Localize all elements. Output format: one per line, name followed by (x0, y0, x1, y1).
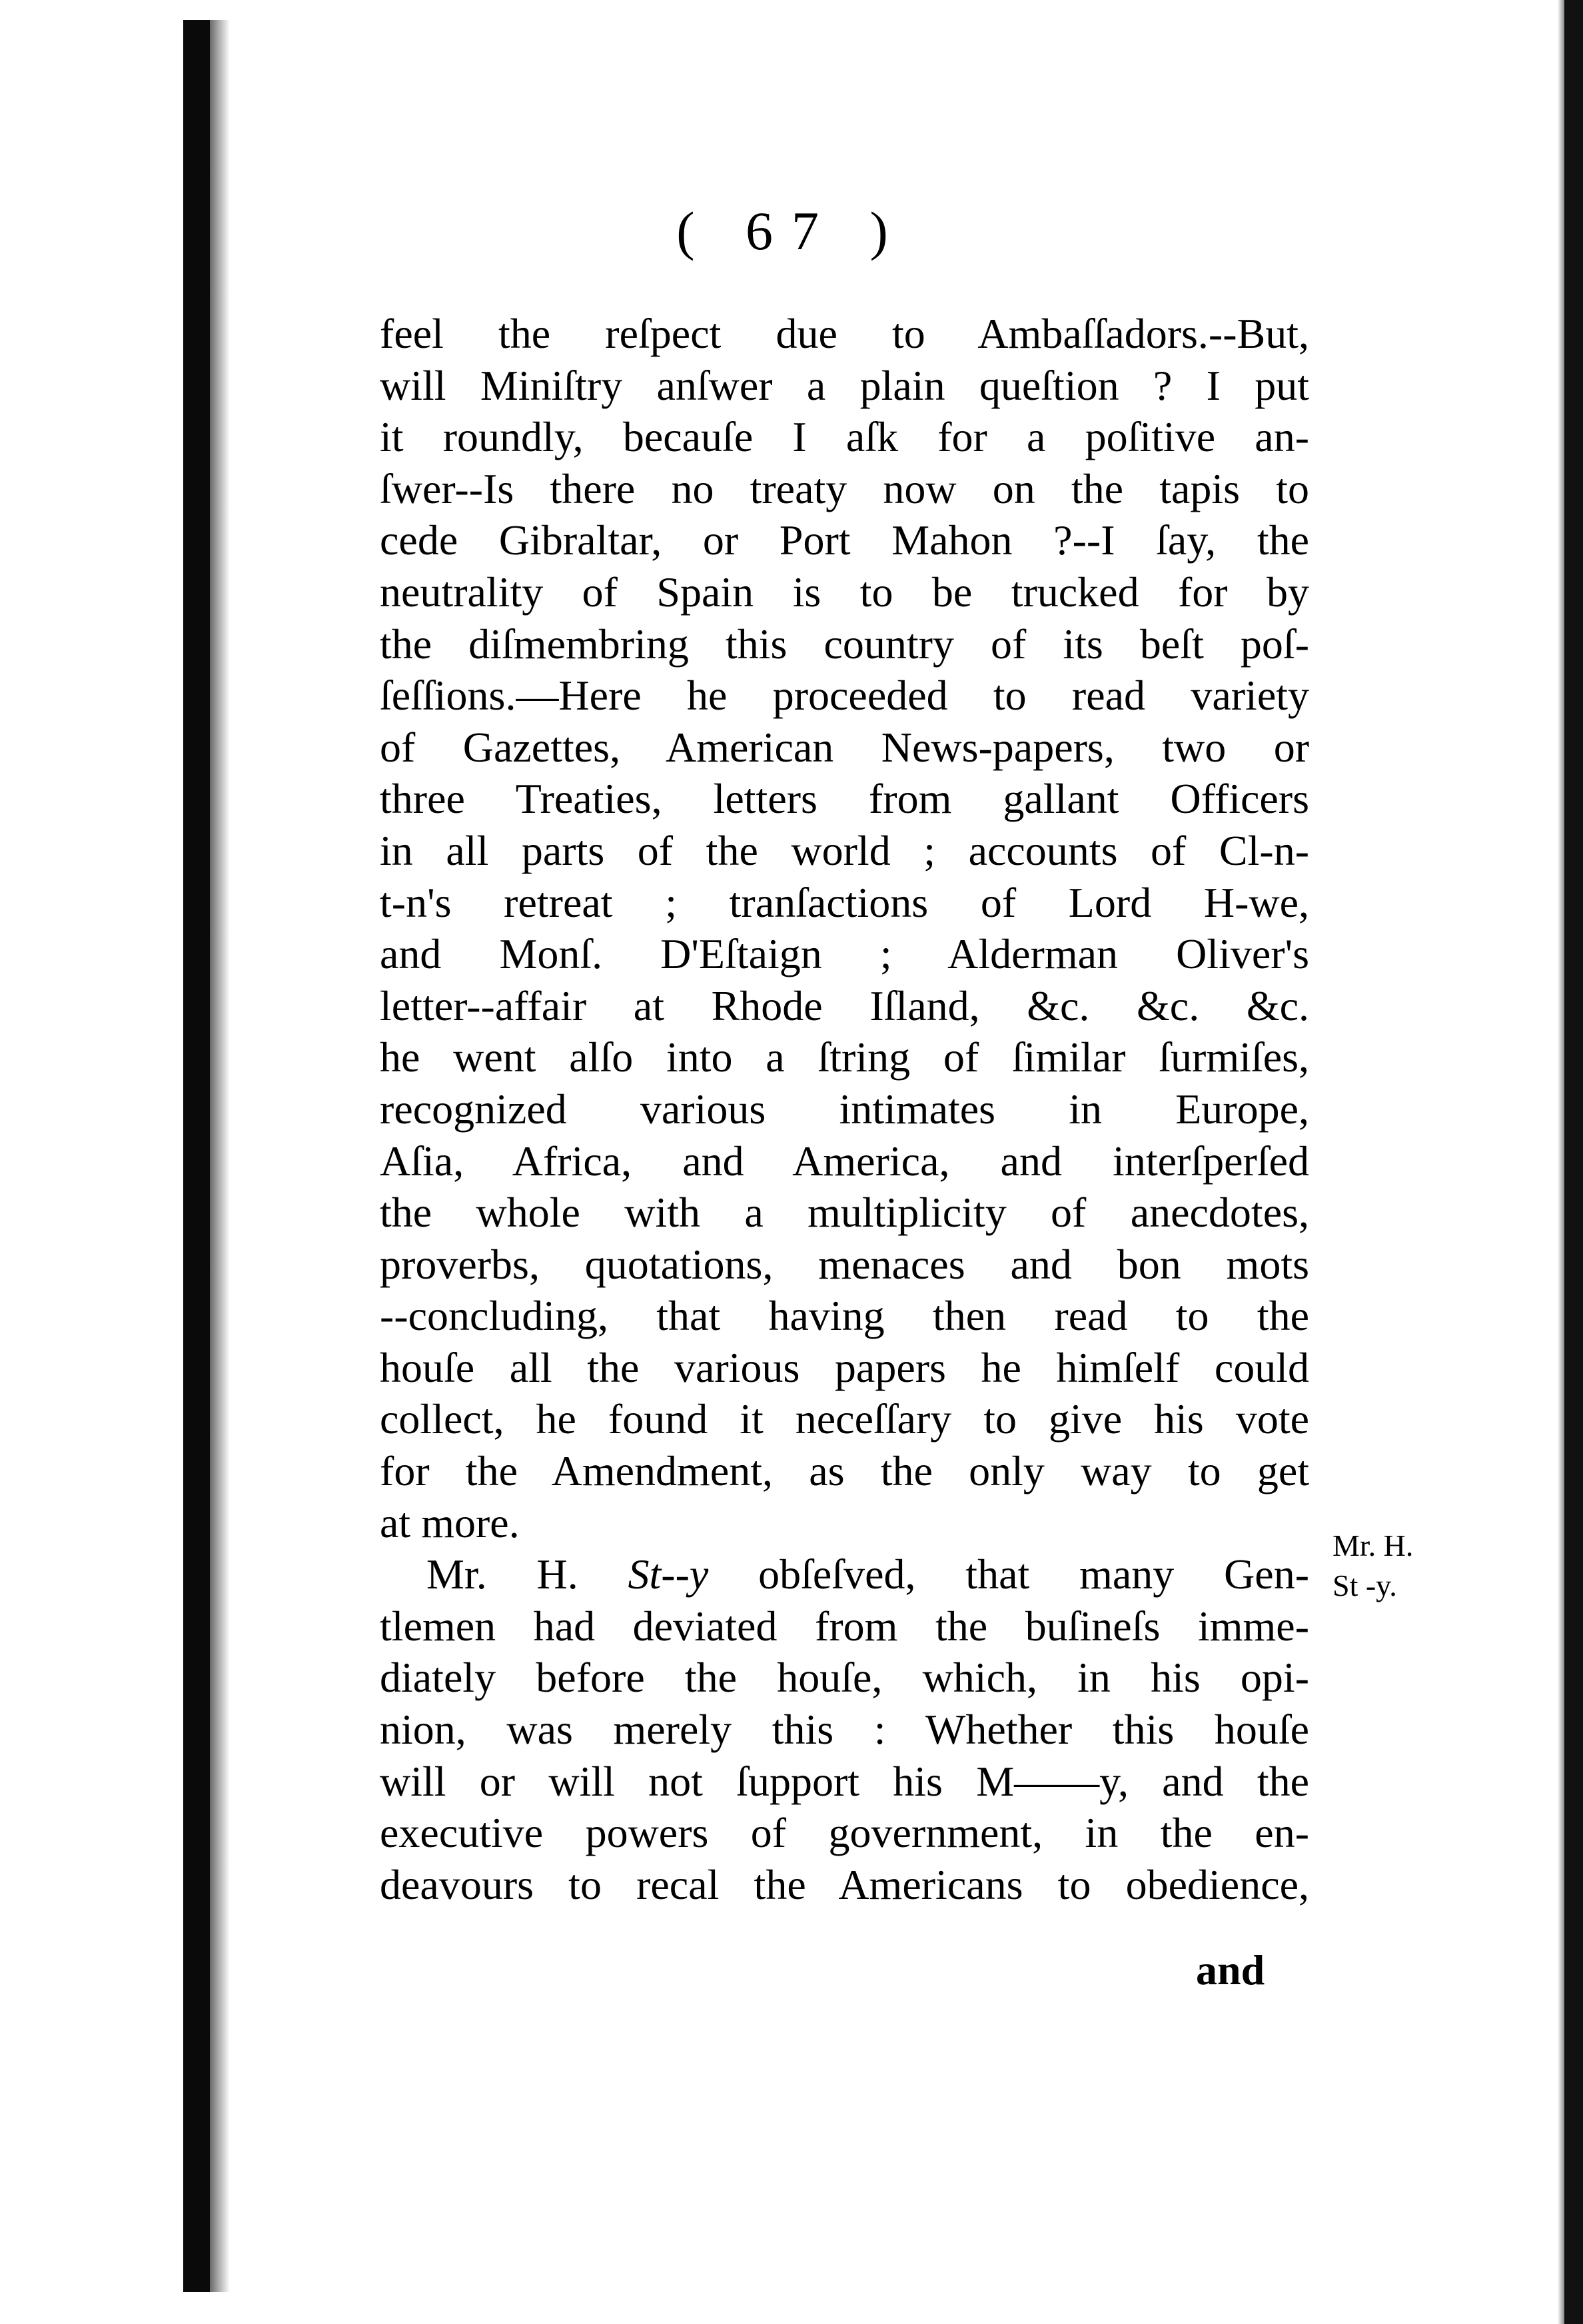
marginal-note-line: St -y. (1332, 1568, 1397, 1602)
text-line: the whole with a multiplicity of anecdotes, (380, 1189, 1309, 1237)
text-line: cede Gibraltar, or Port Mahon ?--I ſay, the (380, 516, 1309, 564)
text-line: neutrality of Spain is to be trucked for by (380, 568, 1309, 616)
text-line: three Treaties, letters from gallant Officers (380, 775, 1309, 823)
text-line: letter--affair at Rhode Iſland, &c. &c. &c. (380, 981, 1309, 1029)
text-line: in all parts of the world ; accounts of Cl-n- (380, 826, 1309, 874)
text-line: tlemen had deviated from the buſineſs imme- (380, 1602, 1309, 1650)
text-line: and Monſ. D'Eſtaign ; Alderman Oliver's (380, 930, 1309, 978)
text-line: houſe all the various papers he himſelf could (380, 1343, 1309, 1391)
paragraph-opening-line (380, 1548, 1309, 1600)
page-number: ( 67 ) (676, 201, 907, 261)
text-line: deavours to recal the Americans to obedience, (380, 1860, 1309, 1908)
text-line: will or will not ſupport his M——y, and the (380, 1757, 1309, 1805)
text-line: will Miniſtry anſwer a plain queſtion ? I put (380, 361, 1309, 409)
text-line: recognized various intimates in Europe, (380, 1085, 1309, 1133)
text-line: it roundly, becauſe I aſk for a poſitive an- (380, 413, 1309, 461)
text-fragment: obſeſved, that many Gen- (708, 1550, 1310, 1598)
text-line: for the Amendment, as the only way to get (380, 1447, 1309, 1495)
text-line: collect, he found it neceſſary to give his vote (380, 1395, 1309, 1443)
marginal-note (1332, 1526, 1413, 1606)
speaker-name: Mr. H. (426, 1550, 628, 1598)
body-text (380, 308, 1309, 1910)
text-line: --concluding, that having then read to the (380, 1292, 1309, 1340)
text-line: he went alſo into a ſtring of ſimilar ſurmiſes, (380, 1033, 1309, 1081)
text-line: at more. (380, 1498, 520, 1546)
text-line: t-n's retreat ; tranſactions of Lord H-we, (380, 878, 1309, 926)
text-line: Aſia, Africa, and America, and interſperſed (380, 1137, 1309, 1185)
text-line: proverbs, quotations, menaces and bon mots (380, 1240, 1309, 1288)
page-edge-shade (1558, 0, 1564, 2324)
text-line: of Gazettes, American News-papers, two or (380, 723, 1309, 771)
gutter-shade (210, 20, 230, 2292)
text-line: nion, was merely this : Whether this houſe (380, 1706, 1309, 1754)
book-spine-shadow (183, 20, 210, 2292)
page-edge-right (1564, 0, 1583, 2324)
text-line: feel the reſpect due to Ambaſſadors.--But, (380, 310, 1309, 357)
text-line: ſeſſions.—Here he proceeded to read variety (380, 672, 1309, 720)
text-line: the diſmembring this country of its beſt poſ- (380, 620, 1309, 668)
marginal-note-line: Mr. H. (1332, 1528, 1414, 1562)
text-line: diately before the houſe, which, in his opi- (380, 1654, 1309, 1702)
text-line: ſwer--Is there no treaty now on the tapis to (380, 464, 1309, 512)
speaker-name-italic: St--y (628, 1550, 709, 1598)
text-line: executive powers of government, in the en- (380, 1809, 1309, 1857)
catchword: and (1196, 1946, 1265, 1994)
